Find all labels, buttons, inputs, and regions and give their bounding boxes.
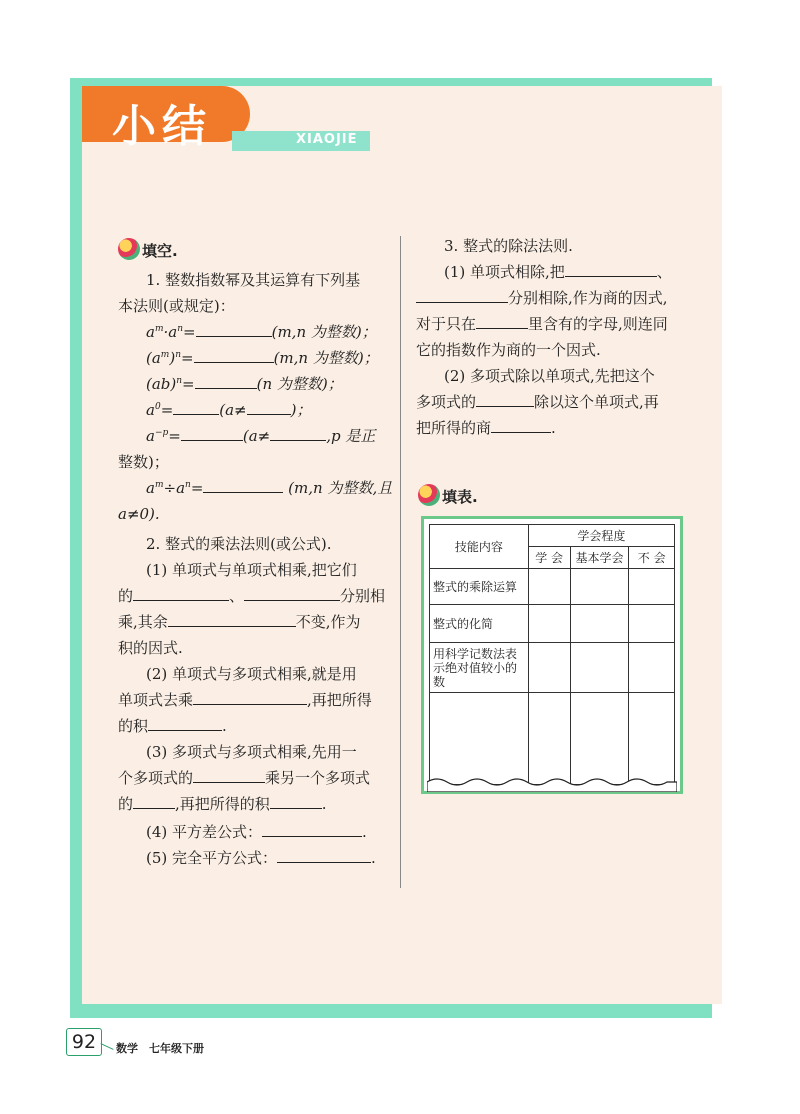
r1-line3 [416,314,668,334]
table-cell[interactable] [629,643,675,693]
table-row [430,693,675,785]
row-label: 整式的乘除运算 [430,569,529,605]
blank[interactable] [247,400,291,415]
blank[interactable] [193,768,265,783]
text: 分别相 [340,587,386,605]
text: . [551,419,556,437]
r2-line3 [416,418,556,438]
table-cell[interactable] [570,643,629,693]
q5-line [146,848,376,868]
header-level: 学会程度 [528,525,674,547]
blank[interactable] [565,262,657,277]
q1-line3 [118,612,361,632]
formula-5-lhs: $a^{-p}=$ [146,427,181,445]
q1-line2 [118,586,385,606]
text: 里含有的字母,则连同 [528,315,668,333]
formula-2-rhs: (m,n 为整数)； [273,349,379,367]
table-cell[interactable] [528,569,570,605]
skill-table [429,524,675,785]
blank[interactable] [476,314,528,329]
footer-connector [100,1043,113,1050]
table-cell[interactable] [430,693,529,785]
text: 乘,其余 [118,613,168,631]
table-row [430,569,675,605]
text: 分别相除,作为商的因式, [508,289,668,307]
formula-1 [146,322,377,342]
row-label: 整式的化简 [430,605,529,643]
formula-2-lhs: $(a^m)^n=$ [146,349,194,367]
formula-2 [146,348,379,368]
r2-line1: (2) 多项式除以单项式,先把这个 [444,367,655,385]
section-label-fill: 填空. [142,242,178,260]
table-cell[interactable] [570,693,629,785]
text: 乘另一个多项式 [265,769,371,787]
text: . [321,795,327,813]
text: 单项式去乘 [118,691,194,709]
formula-3 [146,374,343,394]
blank[interactable] [277,848,371,863]
formula-5-mid: (a≠ [242,427,271,445]
section-label-table: 填表. [442,488,478,506]
q3-line1: (3) 多项式与多项式相乘,先用一 [146,743,357,761]
table-cell[interactable] [528,643,570,693]
q1-line4: 积的因式. [118,639,183,657]
blank[interactable] [244,586,340,601]
formula-1-lhs: $a^m\cdot a^n=$ [146,323,196,341]
book-title: 数学 七年级下册 [116,1042,204,1055]
text: 把所得的商 [416,419,492,437]
sub-header-basic: 基本学会 [570,547,629,569]
text: 的积 [118,717,149,735]
blank[interactable] [194,348,274,363]
blank[interactable] [491,418,551,433]
q3-line3 [118,794,327,814]
page-title: 小结 [112,101,212,152]
header-skill: 技能内容 [430,525,529,569]
text: ,再把所得 [307,691,372,709]
text: . [371,849,376,867]
text: 多项式的 [416,393,477,411]
q4-line [146,822,367,842]
table-row [430,643,675,693]
blank[interactable] [193,690,307,705]
text: (5) 完全平方公式： [146,849,278,867]
p3-line1: 3. 整式的除法法则. [444,237,573,255]
text: 、 [229,587,245,605]
text: . [222,717,227,735]
p1-line2: 本法则(或规定)： [118,297,235,315]
table-row [430,605,675,643]
sub-header-not: 不 会 [629,547,675,569]
blank[interactable] [181,426,243,441]
torn-edge-wave [427,776,677,792]
blank[interactable] [133,586,229,601]
q2-line3 [118,716,227,736]
table-cell[interactable] [570,605,629,643]
formula-5 [146,426,375,446]
row-label: 用科学记数法表示绝对值较小的数 [430,643,529,693]
blank[interactable] [168,612,296,627]
table-cell[interactable] [629,569,675,605]
table-cell[interactable] [629,605,675,643]
q3-line2 [118,768,370,788]
title-pinyin: XIAOJIE [296,132,358,147]
text: 个多项式的 [118,769,194,787]
text: . [362,823,367,841]
text: 除以这个单项式,再 [534,393,659,411]
fill-table-icon [418,484,440,506]
text: 的 [118,587,134,605]
blank[interactable] [195,374,257,389]
table-cell[interactable] [629,693,675,785]
formula-3-lhs: (ab)$^n$= [146,375,195,393]
formula-6 [146,478,392,498]
text: (4) 平方差公式： [146,823,263,841]
text: 的 [118,795,134,813]
formula-4 [146,400,312,420]
r2-line2 [416,392,659,412]
page-number: 92 [66,1028,102,1056]
formula-5-cont: 整数)； [118,453,169,471]
text: (1) 单项式相除,把 [444,263,565,281]
blank[interactable] [196,322,272,337]
formula-4-rhs: )； [290,401,312,419]
text: 对于只在 [416,315,477,333]
formula-1-rhs: (m,n 为整数)； [271,323,377,341]
blank[interactable] [270,426,326,441]
q2-line1: (2) 单项式与多项式相乘,就是用 [146,665,357,683]
blank[interactable] [133,794,175,809]
blank[interactable] [203,478,283,493]
q2-line2 [118,690,372,710]
formula-4-mid: (a≠ [219,401,247,419]
blank[interactable] [270,794,322,809]
q1-line1: (1) 单项式与单项式相乘,把它们 [146,561,357,579]
text: 、 [656,263,672,281]
formula-3-rhs: (n 为整数)； [256,375,343,393]
formula-6-cont: a≠0). [118,505,160,523]
table-cell[interactable] [528,693,570,785]
blank[interactable] [173,400,219,415]
text: ,再把所得的积 [175,795,270,813]
formula-6-rhs: (m,n 为整数,且 [288,479,393,497]
p1-line1: 1. 整数指数幂及其运算有下列基 [146,271,361,289]
r1-line4: 它的指数作为商的一个因式. [416,341,601,359]
r1-line2 [416,288,668,308]
text: 不变,作为 [295,613,361,631]
blank[interactable] [476,392,534,407]
p2-line1: 2. 整式的乘法法则(或公式). [146,535,332,553]
r1-line1 [444,262,672,282]
column-divider [400,236,401,888]
blank[interactable] [262,822,362,837]
table-cell[interactable] [570,569,629,605]
formula-5-rhs: ,p 是正 [326,427,376,445]
sub-header-learned: 学 会 [528,547,570,569]
formula-4-lhs: $a^0=$ [146,401,174,419]
formula-6-lhs: $a^m\div a^n=$ [146,479,204,497]
blank[interactable] [416,288,508,303]
blank[interactable] [148,716,222,731]
fill-blank-icon [118,238,140,260]
table-cell[interactable] [528,605,570,643]
